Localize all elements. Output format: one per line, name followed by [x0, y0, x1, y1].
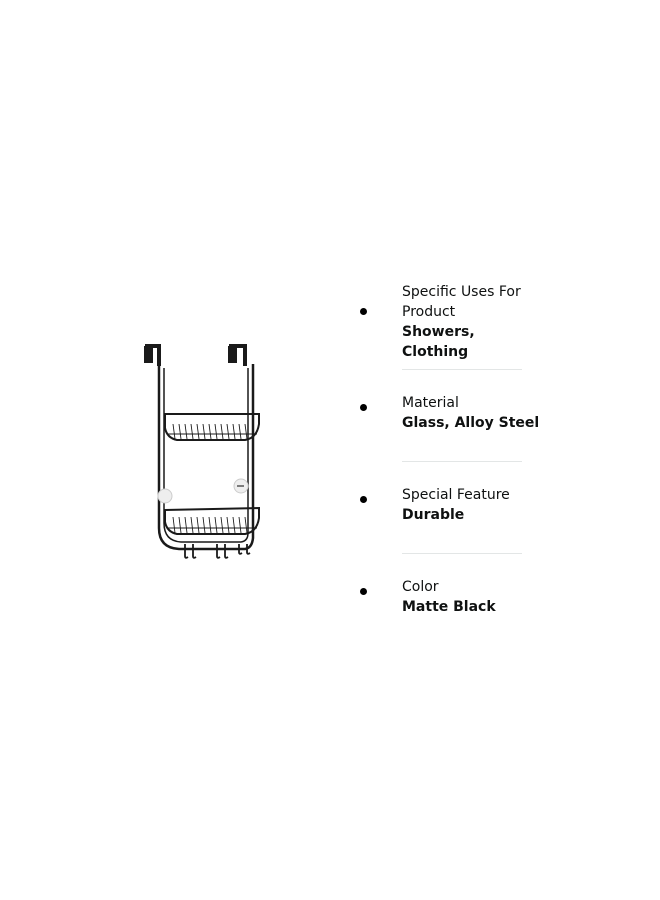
spec-text [402, 577, 542, 617]
bullet-dot-icon [360, 308, 367, 315]
spec-label: Specific Uses For Product [402, 284, 521, 320]
spec-item-material [352, 370, 540, 462]
spec-item-uses [352, 278, 532, 370]
shower-caddy-image [135, 338, 265, 563]
spec-label: Material [402, 395, 459, 411]
bullet-dot-icon [360, 496, 367, 503]
spec-text [402, 282, 542, 362]
spec-list [352, 278, 540, 646]
spec-value: Showers, Clothing [402, 324, 475, 360]
product-image [135, 338, 265, 563]
spec-item-feature [352, 462, 532, 554]
spec-value: Glass, Alloy Steel [402, 415, 540, 431]
bullet-dot-icon [360, 404, 367, 411]
spec-label: Special Feature [402, 487, 510, 503]
spec-text [402, 393, 542, 433]
spec-text [402, 485, 542, 525]
spec-item-color [352, 554, 532, 646]
spec-value: Matte Black [402, 599, 496, 615]
bullet-dot-icon [360, 588, 367, 595]
spec-value: Durable [402, 507, 465, 523]
spec-label: Color [402, 579, 439, 595]
